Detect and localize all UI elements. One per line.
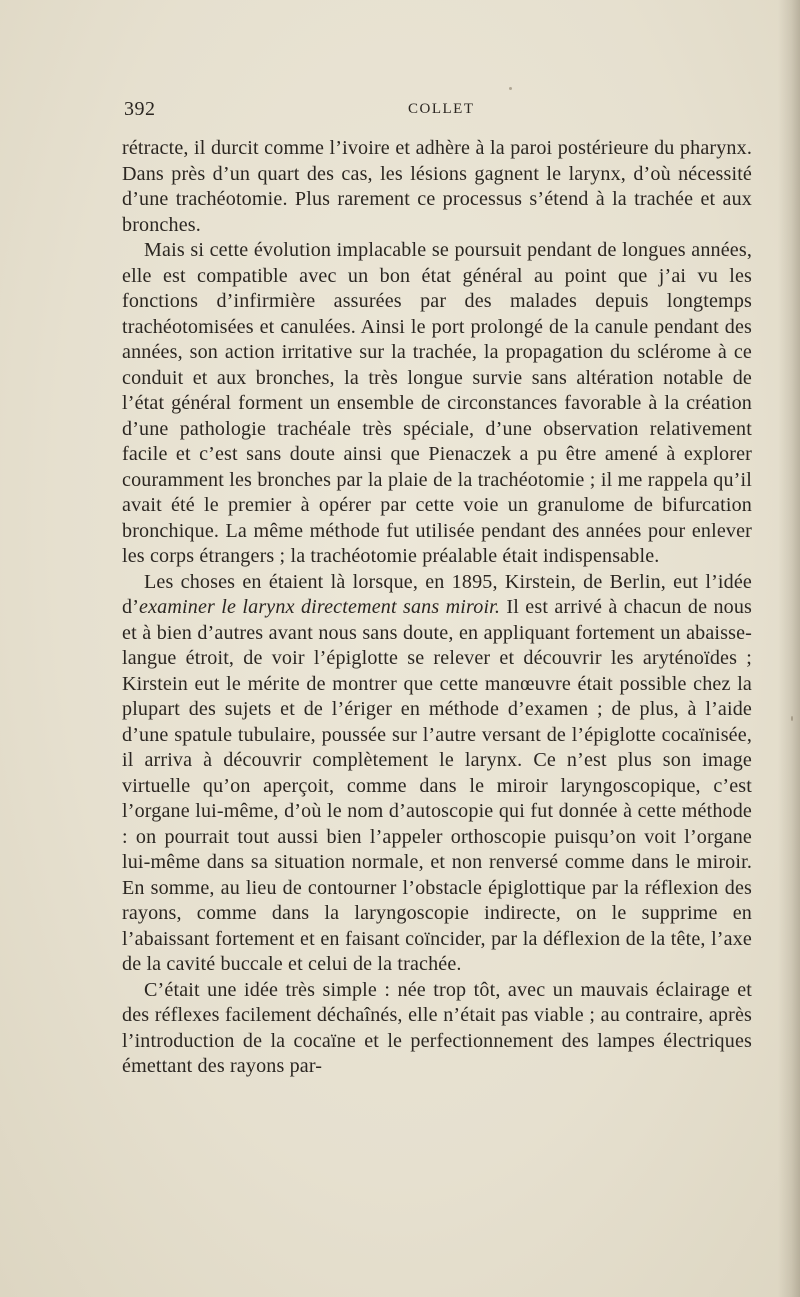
paper-speck: [791, 716, 793, 721]
paper-speck: [509, 87, 512, 90]
page-number: 392: [124, 98, 156, 120]
page-edge-shadow: [778, 0, 800, 1297]
running-head: COLLET: [408, 101, 475, 117]
paragraph-4: [122, 978, 752, 1080]
paragraph-3-text-end: Il est arrivé à chacun de nous et à bien d’autres avant nous sans doute, en appliquant fortement un abaisse-langue étroit, de voir l’épiglotte se relever et découvrir les aryténoïdes ; Kirstein eut le mérite de montrer que cette manœuvre était possible chez la plupart des sujets et de l’ériger en méthode d’examen ; de plus, à l’aide d’une spatule tubulaire, poussée sur l’autre versant de l’épiglotte cocaïnisée, il arriva à découvrir complètement le larynx. Ce n’est plus son image virtuelle qu’on aperçoit, comme dans le miroir laryngoscopique, c’est l’organe lui-même, d’où le nom d’autoscopie qui fut donnée à cette méthode : on pourrait tout aussi bien l’appeler orthoscopie puisqu’on voit l’organe lui-même dans sa situation normale, et non renversé comme dans le miroir. En somme, au lieu de contourner l’obstacle épiglottique par la réflexion des rayons, comme dans la laryngoscopie indirecte, on le supprime en l’abaissant fortement et en faisant coïncider, par la déflexion de la tête, l’axe de la cavité buccale et celui de la trachée.: [122, 596, 753, 975]
paragraph-2-text: Mais si cette évolution implacable se poursuit pendant de longues années, elle est compatible avec un bon état général au point que j’ai vu les fonctions d’infirmière assurées par des malades depuis longtemps trachéotomisées et canulées. Ainsi le port prolongé de la canule pendant des années, son action irritative sur la trachée, la propagation du sclérome à ce conduit et aux bronches, la très longue survie sans altération notable de l’état général forment un ensemble de circonstances favorable à la création d’une pathologie trachéale très spéciale, d’une observation relativement facile et c’est sans doute ainsi que Pienaczek a pu être amené à explorer couramment les bronches par la plaie de la trachéotomie ; il me rappela qu’il avait été le premier à opérer par cette voie un granulome de bifurcation bronchique. La même méthode fut utilisée pendant des années pour enlever les corps étrangers ; la trachéotomie préalable était indispensable.: [122, 239, 752, 567]
paragraph-3-italic-phrase: examiner le larynx directement sans miroir.: [139, 596, 501, 618]
paragraph-1-text: rétracte, il durcit comme l’ivoire et adhère à la paroi postérieure du pharynx. Dans près d’un quart des cas, les lésions gagnent le larynx, d’où nécessité d’une trachéotomie. Plus rarement ce processus s’étend à la trachée et aux bronches.: [122, 137, 752, 236]
paragraph-3: [122, 570, 752, 978]
paragraph-1: [122, 136, 752, 238]
paragraph-4-text: C’était une idée très simple : née trop tôt, avec un mauvais éclairage et des réflexes facilement déchaînés, elle n’était pas viable ; au contraire, après l’introduction de la cocaïne et le perfectionnement des lampes électriques émettant des rayons par-: [122, 978, 752, 1077]
body-text: [122, 136, 752, 1080]
paragraph-3-text-start: Les choses en étaient là lorsque, en 1895, Kirstein, de Berlin, eut l’idée d’: [122, 570, 752, 618]
page-header: [118, 98, 740, 128]
paragraph-2: [122, 238, 752, 570]
